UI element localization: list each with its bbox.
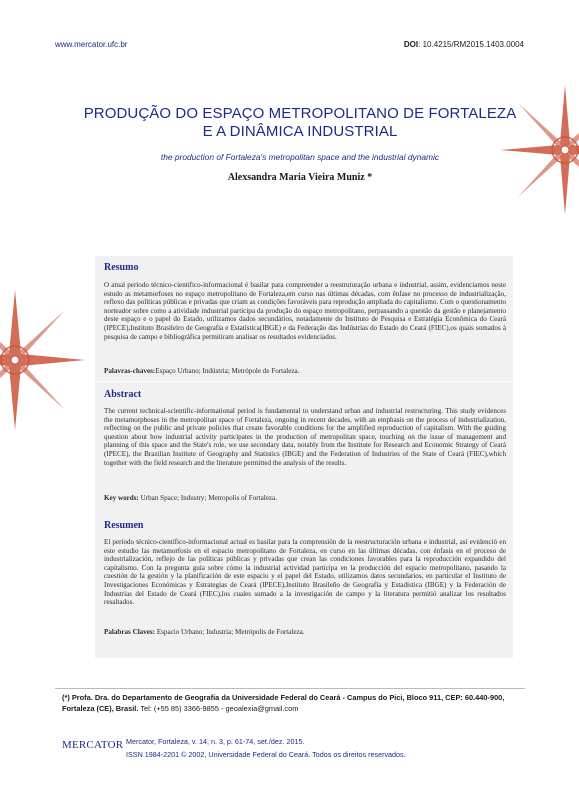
resumen-keywords-value: Espacio Urbano; Industria; Metrópolis de Fortaleza. [155, 628, 305, 636]
copyright-line: ISSN 1984-2201 © 2002, Universidade Federal do Ceará. Todos os direitos reservados. [126, 750, 406, 759]
doi-text [404, 40, 524, 49]
abstract-body: The current technical-scientific-informational period is fundamental to understand urban and industrial restructuring. This study evidences the metamorphoses in the metropolitan space of Fortaleza, ongoing in recent decades, with an emphasis on the process of industrialization, reflecting on the public and private policies that create favorable conditions for the amplified reproduction of capitalism. With the guiding question about how industrial activity participates in the production of metropolitan space, touching on the issue of management and planning of this space and the State's role, we use secondary data, notably from the Institute for Research and Economic Strategy of Ceará (IPECE), the Brazilian Institute of Geography and Statistics (IBGE) and the Federation of Industries of the State of Ceará (FIEC),which together with the field research and the literature permitted the analysis of the results. [104, 407, 506, 467]
footnote-divider [55, 688, 525, 689]
resumo-body: O atual período técnico-científico-informacional é basilar para compreender a reestruturação urbana e industrial, assim, evidenciamos neste estudo as metamorfoses no espaço metropolitano de Fortaleza,em curso nas últimas décadas, com ênfase no processo de industrialização, reflexo das políticas públicas e privadas que criam as condições favoráveis para reprodução ampliada do capitalismo. Com o questionamento norteador sobre como a atividade industrial participa da produção do espaço metropolitano, perpassando a questão da gestão e planejamento deste espaço e o papel do Estado, utilizamos dados secundários, notadamente do Instituto de Pesquisa e Estratégia Econômica do Ceará (IPECE),Instituto Brasileiro de Geografia e Estatística(IBGE) e da Federação das Indústrias do Estado do Ceará (FIEC),os quais somados à pesquisa de campo e bibliográfica permitiram analisar os resultados evidenciados. [104, 281, 506, 341]
author-footnote [62, 693, 520, 714]
mercator-logo [62, 735, 124, 763]
resumen-keywords-label: Palabras Claves: [104, 628, 156, 636]
article-title-line2: E A DINÂMICA INDUSTRIAL [202, 123, 398, 140]
footnote-contact: Tel: (+55 85) 3366-9855 - geoalexia@gmail.com [138, 703, 299, 713]
resumo-heading: Resumo [104, 262, 139, 273]
resumo-keywords-value: Espaço Urbano; Indústria; Metrópole de Fortaleza. [155, 367, 300, 375]
abstract-heading: Abstract [104, 389, 142, 400]
article-subtitle: the production of Fortaleza's metropolitan space and the industrial dynamic [160, 152, 440, 162]
author-name: Alexsandra Maria Vieira Muniz * [227, 172, 373, 183]
article-title [60, 105, 540, 141]
citation-line: Mercator, Fortaleza, v. 14, n. 3, p. 61-74, set./dez. 2015. [126, 737, 305, 746]
abstract-keywords-value: Urban Space; Industry; Metropolis of Fortaleza. [138, 494, 277, 502]
compass-rose-left-icon [0, 290, 85, 430]
page-footer [62, 735, 522, 765]
header-bar [55, 40, 524, 52]
resumen-keywords [104, 628, 506, 636]
resumo-keywords-label: Palavras-chaves: [104, 367, 156, 375]
abstract-keywords [104, 494, 506, 502]
resumen-heading: Resumen [104, 520, 144, 531]
doi-label: DOI [403, 40, 419, 49]
journal-url-link[interactable]: www.mercator.ufc.br [55, 40, 128, 49]
doi-value: : 10.4215/RM2015.1403.0004 [418, 40, 524, 49]
footnote-affiliation: (*) Profa. Dra. do Departamento de Geografia da Universidade Federal do Ceará - Campus do Pici, Bloco 911, CEP: 60.440-900, Fortaleza (CE), Brasil. [62, 693, 505, 713]
resumen-body: El período técnico-científico-informacional actual es basilar para la comprensión de la reestructuración urbana e industrial, así evidenció en este estudio las metamorfosis en el espacio metropolitano de Fortaleza, en curso en las últimas décadas, con énfasis en el proceso de industrialización, reflejo de las políticas públicas y privadas que crean las condiciones favorables para la reproducción expandido del capitalismo. Con la pregunta guía sobre cómo la industrial actividad participa en la producción del espacio metropolitano, pasando la cuestión de la gestión y la planificación de este espacio y el papel del Estado, utilizamos datos secundarios, en particular el Instituto de Investigaciones Económicas y Estrategias de Ceará (IPECE),Instituto Brasileño de Geografía y Estadística (IBGE) y la Federación de Industrias del Estado de Ceará (FIEC),los cuales sumado a la investigación de campo y la literatura permitió analizar los resultados resaltados. [104, 538, 506, 607]
article-title-line1: PRODUÇÃO DO ESPAÇO METROPOLITANO DE FORTALEZA [83, 105, 517, 122]
resumo-keywords [104, 367, 506, 375]
abstract-keywords-label: Key words: [104, 494, 139, 502]
mercator-logo-text: MERCATOR [62, 739, 124, 751]
